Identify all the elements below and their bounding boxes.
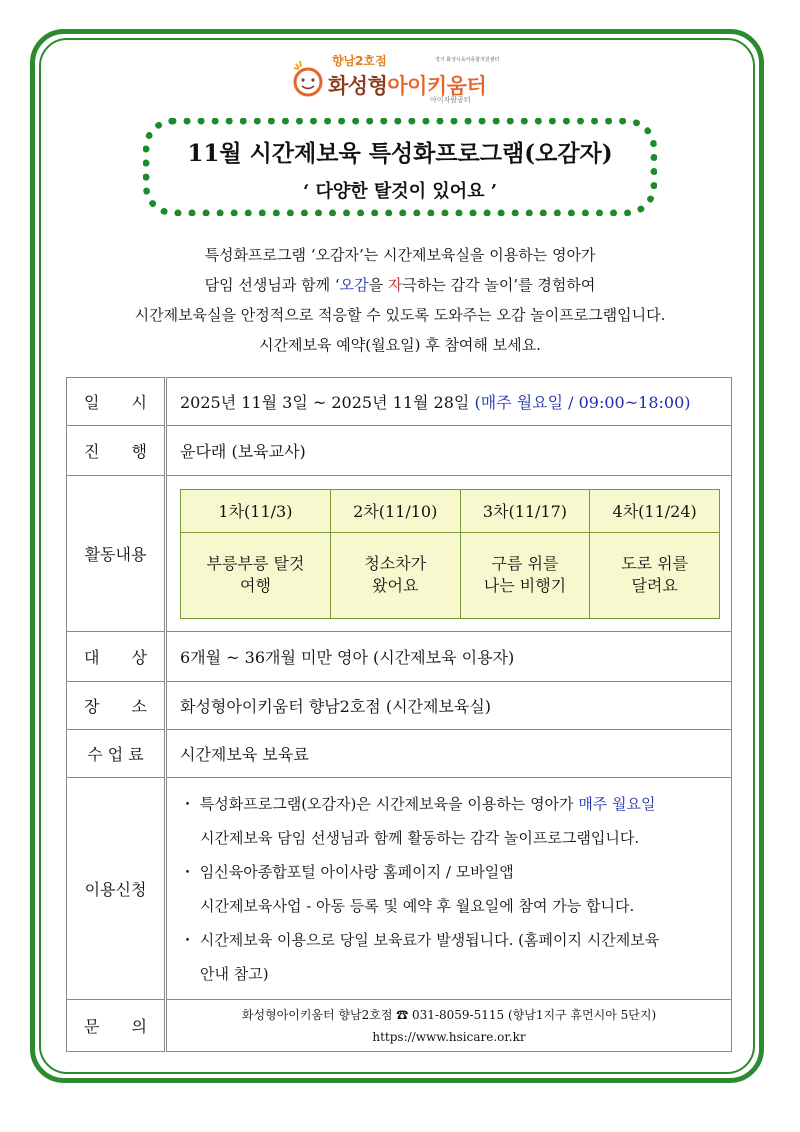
row-lead [67,426,732,476]
intro-line-3: 시간제보육실을 안정적으로 적응할 수 있도록 도와주는 오감 놀이프로그램입니다. [134,306,666,324]
row-target [67,632,732,682]
contact-line: 화성형아이키움터 향남2호점 ☎ 031-8059-5115 (향남1지구 휴먼시아 5단지) [241,1007,657,1022]
apply-details [166,778,732,1000]
brand-name: 화성형아이키움터 [328,74,487,98]
partner-name: 경기 화성시육아종합지원센터 [435,57,500,63]
date-label: 일 시 [67,378,166,426]
session-2: 2차(11/10) [330,489,460,532]
apply-bullet-2: ・ 임신육아종합포털 아이사랑 홈페이지 / 모바일앱 [180,862,514,881]
row-activity [67,476,732,632]
fee-value: 시간제보육 보육료 [166,730,732,778]
info-table [66,377,732,1052]
contact-url[interactable]: https://www.hsicare.or.kr [372,1029,526,1044]
contact-label: 문 의 [67,1000,166,1052]
schedule-topic-row [181,532,720,618]
page-subtitle: ‘ 다양한 탈것이 있어요 ’ [302,181,498,202]
intro-line-1: 특성화프로그램 ‘오감자’는 시간제보육실을 이용하는 영아가 [204,246,596,264]
session-4: 4차(11/24) [590,489,720,532]
activity-cell [166,476,732,632]
row-apply [67,778,732,1000]
contact-info [166,1000,732,1052]
date-value: 2025년 11월 3일 ~ 2025년 11월 28일 (매주 월요일 / 09:00~18:00) [166,378,732,426]
place-label: 장 소 [67,682,166,730]
intro-line-4: 시간제보육 예약(월요일) 후 참여해 보세요. [259,336,541,354]
topic-4: 도로 위를 달려요 [590,532,720,618]
page-title: 11월 시간제보육 특성화프로그램(오감자) [187,140,613,167]
row-fee [67,730,732,778]
logo [290,52,520,108]
target-label: 대 상 [67,632,166,682]
row-place [67,682,732,730]
apply-bullet-1: ・ 특성화프로그램(오감자)은 시간제보육을 이용하는 영아가 매주 월요일 [180,794,656,813]
apply-bullet-1-cont: 시간제보육 담임 선생님과 함께 활동하는 감각 놀이프로그램입니다. [200,828,640,847]
apply-bullet-3: ・ 시간제보육 이용으로 당일 보육료가 발생됩니다. (홈페이지 시간제보육 [180,930,660,949]
topic-2: 청소차가 왔어요 [330,532,460,618]
title-box [143,118,657,216]
lead-label: 진 행 [67,426,166,476]
schedule-header-row [181,489,720,532]
brand-tagline: 아이자람공터 [430,96,471,104]
sun-face-icon [290,58,328,98]
fee-label: 수 업 료 [67,730,166,778]
session-3: 3차(11/17) [460,489,590,532]
topic-3: 구름 위를 나는 비행기 [460,532,590,618]
session-1: 1차(11/3) [181,489,331,532]
apply-bullet-3-cont: 안내 참고) [200,964,269,983]
target-value: 6개월 ~ 36개월 미만 영아 (시간제보육 이용자) [166,632,732,682]
activity-label: 활동내용 [67,476,166,632]
apply-bullet-2-cont: 시간제보육사업 - 아동 등록 및 예약 후 월요일에 참여 가능 합니다. [200,896,635,915]
place-value: 화성형아이키움터 향남2호점 (시간제보육실) [166,682,732,730]
topic-1: 부릉부릉 탈것 여행 [181,532,331,618]
intro-line-2: 담임 선생님과 함께 ‘오감을 자극하는 감각 놀이’를 경험하여 [204,276,596,294]
lead-value: 윤다래 (보육교사) [166,426,732,476]
date-extra: (매주 월요일 / 09:00~18:00) [474,393,691,412]
row-date [67,378,732,426]
apply-label: 이용신청 [67,778,166,1000]
row-contact [67,1000,732,1052]
branch-name: 향남2호점 [332,54,387,68]
schedule-table [180,489,720,619]
